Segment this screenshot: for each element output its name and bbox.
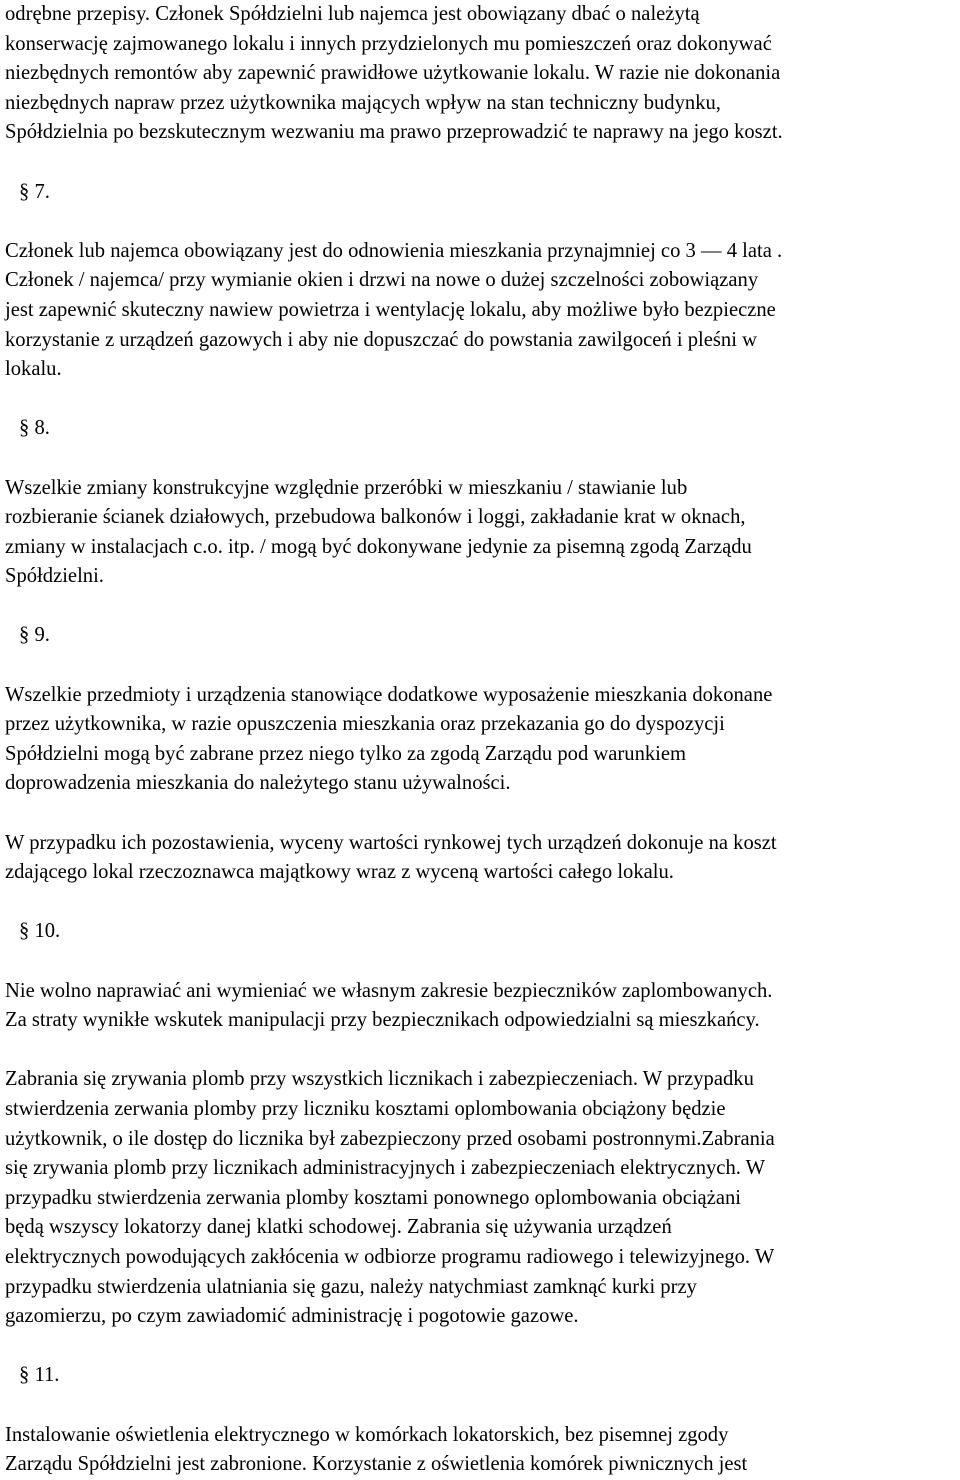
text-line: Za straty wynikłe wskutek manipulacji przy bezpiecznikach odpowiedzialni są mieszkańcy. — [5, 1009, 760, 1032]
spacer — [5, 947, 955, 977]
section-heading-10: § 10. — [19, 920, 61, 943]
spacer — [5, 148, 955, 178]
text-line: niezbędnych remontów aby zapewnić prawidłowe użytkowanie lokalu. W razie nie dokonania — [5, 62, 781, 85]
paragraph-6-continuation — [5, 0, 955, 148]
text-line: przypadku stwierdzenia ulatniania się gazu, należy natychmiast zamknąć kurki przy — [5, 1275, 697, 1298]
text-line: zmiany w instalacjach c.o. itp. / mogą być dokonywane jedynie za pisemną zgodą Zarządu — [5, 535, 752, 558]
paragraph-10a — [5, 977, 955, 1036]
text-line: Spółdzielni mogą być zabrane przez niego tylko za zgodą Zarządu pod warunkiem — [5, 742, 687, 765]
paragraph-9a — [5, 681, 955, 799]
paragraph-9b — [5, 829, 955, 888]
spacer — [5, 207, 955, 237]
spacer — [5, 592, 955, 622]
spacer — [5, 1036, 955, 1066]
section-heading-11: § 11. — [19, 1364, 60, 1387]
text-line: będą wszyscy lokatorzy danej klatki schodowej. Zabrania się używania urządzeń — [5, 1216, 672, 1239]
document-page — [5, 0, 955, 1480]
paragraph-11 — [5, 1421, 955, 1480]
text-line: jest zapewnić skuteczny nawiew powietrza i wentylację lokalu, aby możliwe było bezpieczne — [5, 298, 776, 321]
spacer — [5, 444, 955, 474]
spacer — [5, 799, 955, 829]
text-line: korzystanie z urządzeń gazowych i aby nie dopuszczać do powstania zawilgoceń i pleśni w — [5, 328, 757, 351]
text-line: Zabrania się zrywania plomb przy wszystkich licznikach i zabezpieczeniach. W przypadku — [5, 1068, 754, 1091]
section-heading-7: § 7. — [19, 180, 50, 203]
text-line: niezbędnych napraw przez użytkownika mających wpływ na stan techniczny budynku, — [5, 91, 721, 114]
text-line: Wszelkie przedmioty i urządzenia stanowiące dodatkowe wyposażenie mieszkania dokonane — [5, 683, 773, 706]
spacer — [5, 385, 955, 415]
spacer — [5, 1391, 955, 1421]
text-line: rozbieranie ścianek działowych, przebudowa balkonów i loggi, zakładanie krat w oknach, — [5, 506, 746, 529]
text-line: Spółdzielnia po bezskutecznym wezwaniu ma prawo przeprowadzić te naprawy na jego koszt. — [5, 121, 783, 144]
text-line: W przypadku ich pozostawienia, wyceny wartości rynkowej tych urządzeń dokonuje na koszt — [5, 831, 777, 854]
paragraph-10b — [5, 1065, 955, 1331]
text-line: odrębne przepisy. Członek Spółdzielni lub najemca jest obowiązany dbać o należytą — [5, 3, 700, 25]
text-line: Zarządu Spółdzielni jest zabronione. Korzystanie z oświetlenia komórek piwnicznych jest — [5, 1453, 748, 1476]
text-line: konserwację zajmowanego lokalu i innych przydzielonych mu pomieszczeń oraz dokonywać — [5, 32, 772, 55]
text-line: Członek lub najemca obowiązany jest do odnowienia mieszkania przynajmniej co 3 — 4 lata . — [5, 239, 783, 262]
spacer — [5, 888, 955, 918]
spacer — [5, 1332, 955, 1362]
text-line: Wszelkie zmiany konstrukcyjne względnie przeróbki w mieszkaniu / stawianie lub — [5, 476, 688, 499]
text-line: przypadku stwierdzenia zerwania plomby kosztami ponownego oplombowania obciążani — [5, 1186, 741, 1209]
section-heading-8: § 8. — [19, 417, 50, 440]
text-line: zdającego lokal rzeczoznawca majątkowy wraz z wyceną wartości całego lokalu. — [5, 861, 674, 884]
text-line: Instalowanie oświetlenia elektrycznego w komórkach lokatorskich, bez pisemnej zgody — [5, 1423, 729, 1446]
text-line: użytkownik, o ile dostęp do licznika był zabezpieczony przed osobami postronnymi.Zabrania — [5, 1127, 775, 1150]
text-line: lokalu. — [5, 358, 62, 381]
text-line: się zrywania plomb przy licznikach administracyjnych i zabezpieczeniach elektrycznych. W — [5, 1157, 766, 1180]
text-line: Nie wolno naprawiać ani wymieniać we własnym zakresie bezpieczników zaplombowanych. — [5, 979, 773, 1002]
text-line: stwierdzenia zerwania plomby przy liczniku kosztami oplombowania obciążony będzie — [5, 1097, 726, 1120]
text-line: doprowadzenia mieszkania do należytego stanu używalności. — [5, 772, 511, 795]
text-line: gazomierzu, po czym zawiadomić administrację i pogotowie gazowe. — [5, 1305, 579, 1328]
spacer — [5, 651, 955, 681]
paragraph-7 — [5, 237, 955, 385]
paragraph-8 — [5, 474, 955, 592]
text-line: Spółdzielni. — [5, 565, 104, 588]
text-line: elektrycznych powodujących zakłócenia w odbiorze programu radiowego i telewizyjnego. W — [5, 1245, 775, 1268]
text-line: Członek / najemca/ przy wymianie okien i drzwi na nowe o dużej szczelności zobowiązany — [5, 269, 759, 292]
section-heading-9: § 9. — [19, 624, 50, 647]
text-line: przez użytkownika, w razie opuszczenia mieszkania oraz przekazania go do dyspozycji — [5, 713, 725, 736]
